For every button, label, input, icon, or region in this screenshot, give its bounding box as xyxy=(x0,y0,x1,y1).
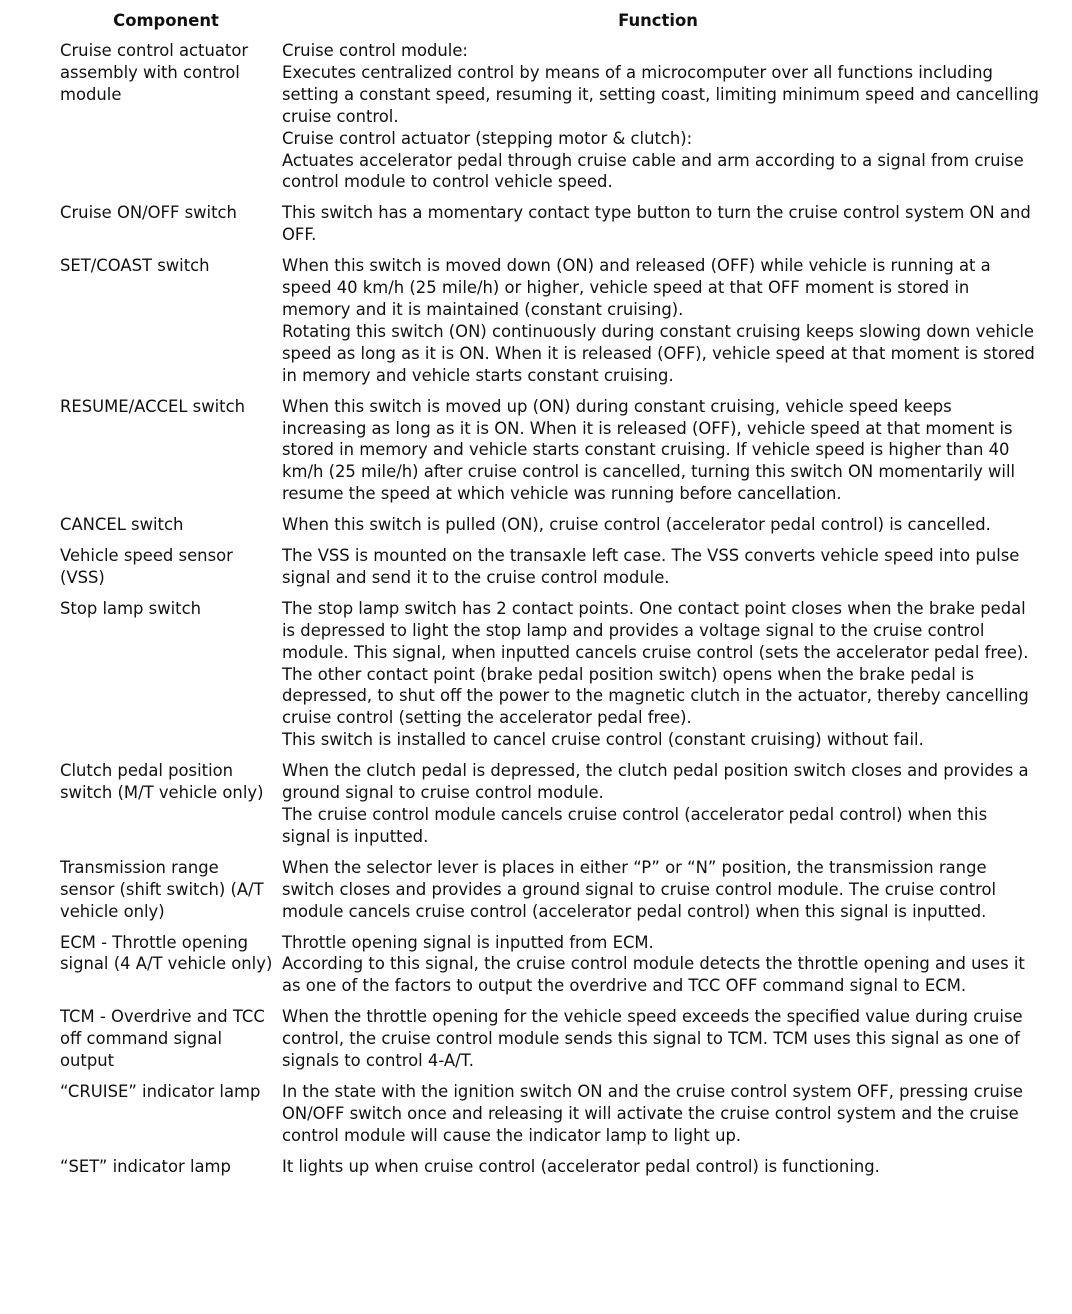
component-name: Stop lamp switch xyxy=(60,598,201,618)
component-cell xyxy=(56,396,276,515)
function-cell xyxy=(276,202,1040,255)
function-cell xyxy=(276,857,1040,932)
component-cell xyxy=(56,545,276,598)
table-row xyxy=(56,514,1040,545)
component-cell xyxy=(56,1006,276,1081)
function-paragraph: When this switch is moved up (ON) during constant cruising, vehicle speed keeps increasing as long as it is ON. When it is released (OFF), vehicle speed at that moment is stored in memory and vehicle starts constant cruising. If vehicle speed is higher than 40 km/h (25 mile/h) after cruise control is cancelled, turning this switch ON momentarily will resume the speed at which vehicle was running before cancellation. xyxy=(282,396,1016,504)
component-name: RESUME/ACCEL switch xyxy=(60,396,246,416)
component-name: SET/COAST switch xyxy=(60,256,210,276)
function-paragraph: When the clutch pedal is depressed, the clutch pedal position switch closes and provides a ground signal to cruise control module. xyxy=(282,761,1029,803)
function-cell xyxy=(276,396,1040,515)
function-cell xyxy=(276,932,1040,1007)
component-name: Cruise ON/OFF switch xyxy=(60,203,237,223)
table-row xyxy=(56,396,1040,515)
component-name: “SET” indicator lamp xyxy=(60,1156,231,1176)
function-paragraph: When the selector lever is places in either “P” or “N” position, the transmission range switch closes and provides a ground signal to cruise control module. The cruise control module cancels cruise control (accelerator pedal control) when this signal is inputted. xyxy=(282,857,997,921)
table-row xyxy=(56,760,1040,857)
function-cell xyxy=(276,545,1040,598)
component-name: Transmission range sensor (shift switch) (A/T vehicle only) xyxy=(60,857,264,921)
table-row xyxy=(56,598,1040,760)
table-header-row xyxy=(56,10,1040,40)
component-name: ECM - Throttle opening signal (4 A/T vehicle only) xyxy=(60,932,273,974)
function-paragraph: The cruise control module cancels cruise control (accelerator pedal control) when this signal is inputted. xyxy=(282,805,988,846)
function-column-header: Function xyxy=(618,11,698,30)
function-paragraph: The VSS is mounted on the transaxle left case. The VSS converts vehicle speed into pulse signal and send it to the cruise control module. xyxy=(282,546,1020,587)
component-column-header: Component xyxy=(113,11,219,30)
table-row xyxy=(56,1156,1040,1187)
table-row xyxy=(56,1081,1040,1156)
function-cell xyxy=(276,1081,1040,1156)
function-paragraph: The stop lamp switch has 2 contact points. One contact point closes when the brake pedal is depressed to light the stop lamp and provides a voltage signal to the cruise control module. This signal, when inputted cancels cruise control (sets the accelerator pedal free). xyxy=(282,598,1029,662)
component-name: TCM - Overdrive and TCC off command signal output xyxy=(60,1007,265,1071)
table-row xyxy=(56,857,1040,932)
component-cell xyxy=(56,1081,276,1156)
component-name: Clutch pedal position switch (M/T vehicle only) xyxy=(60,761,264,803)
function-paragraph: Cruise control actuator (stepping motor & clutch): xyxy=(282,128,693,148)
table-row xyxy=(56,202,1040,255)
component-cell xyxy=(56,857,276,932)
component-name: Cruise control actuator assembly with control module xyxy=(60,41,249,104)
component-cell xyxy=(56,514,276,545)
table-row xyxy=(56,40,1040,202)
function-paragraph: Throttle opening signal is inputted from ECM. xyxy=(282,932,654,952)
component-name: “CRUISE” indicator lamp xyxy=(60,1081,261,1101)
function-paragraph: Cruise control module: xyxy=(282,41,468,60)
function-paragraph: Actuates accelerator pedal through cruise cable and arm according to a signal from cruise control module to control vehicle speed. xyxy=(282,150,1024,192)
function-paragraph: Rotating this switch (ON) continuously during constant cruising keeps slowing down vehicle speed as long as it is ON. When it is released (OFF), vehicle speed at that moment is stored in memory and vehicle starts constant cruising. xyxy=(282,321,1035,385)
component-name: CANCEL switch xyxy=(60,515,184,535)
function-cell xyxy=(276,760,1040,857)
function-cell xyxy=(276,598,1040,760)
component-cell xyxy=(56,255,276,395)
table-row xyxy=(56,1006,1040,1081)
component-function-table xyxy=(56,10,1040,1187)
function-paragraph: It lights up when cruise control (accelerator pedal control) is functioning. xyxy=(282,1156,880,1176)
function-paragraph: The other contact point (brake pedal position switch) opens when the brake pedal is depressed, to shut off the power to the magnetic clutch in the actuator, thereby cancelling cruise control (setting the accelerator pedal free). xyxy=(282,664,1029,728)
component-name: Vehicle speed sensor (VSS) xyxy=(60,546,233,587)
function-cell xyxy=(276,1156,1040,1187)
function-paragraph: When the throttle opening for the vehicle speed exceeds the specified value during cruise control, the cruise control module sends this signal to TCM. TCM uses this signal as one of signals to control 4-A/T. xyxy=(282,1007,1023,1071)
function-paragraph: This switch is installed to cancel cruise control (constant cruising) without fail. xyxy=(282,730,924,750)
component-cell xyxy=(56,40,276,202)
table-row xyxy=(56,255,1040,395)
component-cell xyxy=(56,760,276,857)
function-cell xyxy=(276,514,1040,545)
function-paragraph: When this switch is pulled (ON), cruise control (accelerator pedal control) is cancelled. xyxy=(282,515,991,535)
function-paragraph: In the state with the ignition switch ON and the cruise control system OFF, pressing cruise ON/OFF switch once and releasing it will activate the cruise control system and the cruise control module will cause the indicator lamp to light up. xyxy=(282,1081,1023,1145)
component-cell xyxy=(56,202,276,255)
function-cell xyxy=(276,1006,1040,1081)
component-cell xyxy=(56,598,276,760)
function-paragraph: This switch has a momentary contact type button to turn the cruise control system ON and OFF. xyxy=(282,203,1031,245)
table-row xyxy=(56,932,1040,1007)
function-cell xyxy=(276,255,1040,395)
component-cell xyxy=(56,1156,276,1187)
component-cell xyxy=(56,932,276,1007)
function-paragraph: Executes centralized control by means of a microcomputer over all functions including setting a constant speed, resuming it, setting coast, limiting minimum speed and cancelling cruise control. xyxy=(282,62,1039,126)
function-paragraph: When this switch is moved down (ON) and released (OFF) while vehicle is running at a speed 40 km/h (25 mile/h) or higher, vehicle speed at that OFF moment is stored in memory and it is maintained (constant cruising). xyxy=(282,256,991,319)
function-cell xyxy=(276,40,1040,202)
table-row xyxy=(56,545,1040,598)
function-paragraph: According to this signal, the cruise control module detects the throttle opening and uses it as one of the factors to output the overdrive and TCC OFF command signal to ECM. xyxy=(282,954,1025,996)
